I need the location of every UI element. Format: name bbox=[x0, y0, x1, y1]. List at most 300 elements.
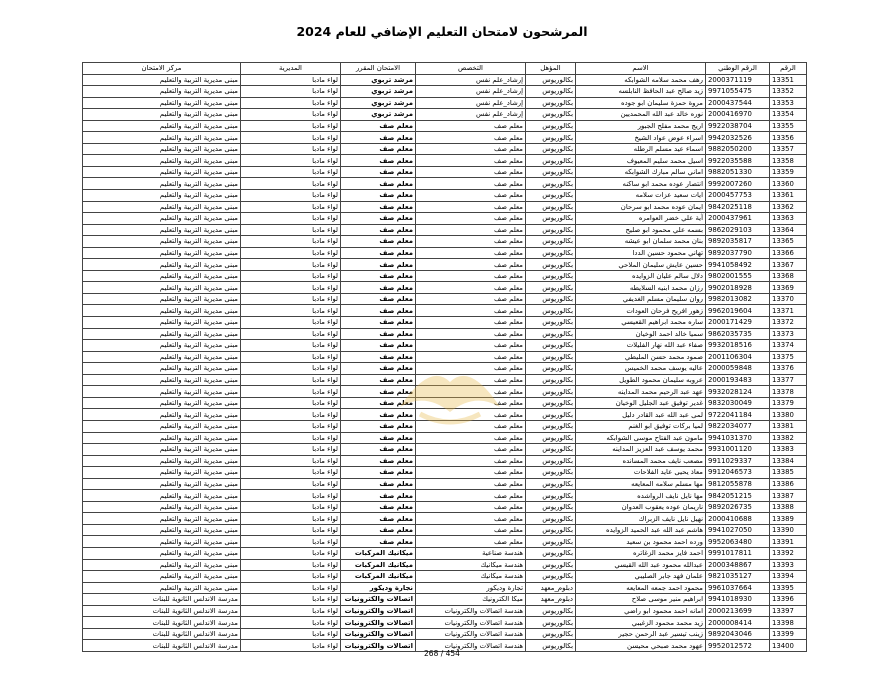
cell-national-id: 9832030049 bbox=[706, 397, 770, 409]
cell-national-id: 9941018930 bbox=[706, 594, 770, 606]
cell-num: 13374 bbox=[770, 340, 807, 352]
cell-exam: معلم صف bbox=[341, 340, 416, 352]
cell-national-id: 9932018516 bbox=[706, 340, 770, 352]
cell-specialization: معلم صف bbox=[416, 501, 526, 513]
cell-qualification: بكالوريوس bbox=[526, 640, 576, 652]
cell-qualification: بكالوريوس bbox=[526, 178, 576, 190]
cell-specialization: معلم صف bbox=[416, 340, 526, 352]
cell-num: 13356 bbox=[770, 132, 807, 144]
cell-name: اسيل محمد سليم المعيوف bbox=[576, 155, 706, 167]
cell-center: مبنى مديرية التربية والتعليم bbox=[83, 340, 241, 352]
cell-center: مبنى مديرية التربية والتعليم bbox=[83, 420, 241, 432]
cell-name: ايمان عوده محمد ابو سرحان bbox=[576, 201, 706, 213]
cell-specialization: معلم صف bbox=[416, 247, 526, 259]
cell-num: 13378 bbox=[770, 386, 807, 398]
cell-specialization: معلم صف bbox=[416, 363, 526, 375]
cell-national-id: 9941027050 bbox=[706, 524, 770, 536]
table-row bbox=[83, 605, 807, 617]
cell-name: رهف محمد سلامه الشوابكه bbox=[576, 74, 706, 86]
cell-name: اسماء عيد مسلم الرطله bbox=[576, 143, 706, 155]
cell-center: مبنى مديرية التربية والتعليم bbox=[83, 293, 241, 305]
cell-exam: اتصالات والكترونيات bbox=[341, 594, 416, 606]
cell-qualification: بكالوريوس bbox=[526, 363, 576, 375]
cell-specialization: معلم صف bbox=[416, 444, 526, 456]
cell-center: مبنى مديرية التربية والتعليم bbox=[83, 478, 241, 490]
table-row bbox=[83, 340, 807, 352]
cell-center: مبنى مديرية التربية والتعليم bbox=[83, 282, 241, 294]
cell-directorate: لواء مادبا bbox=[241, 363, 341, 375]
cell-national-id: 2000437961 bbox=[706, 213, 770, 225]
cell-exam: معلم صف bbox=[341, 155, 416, 167]
cell-qualification: بكالوريوس bbox=[526, 617, 576, 629]
cell-national-id: 9892026735 bbox=[706, 501, 770, 513]
cell-num: 13353 bbox=[770, 97, 807, 109]
cell-specialization: إرشاد_علم نفس bbox=[416, 97, 526, 109]
cell-center: مبنى مديرية التربية والتعليم bbox=[83, 490, 241, 502]
cell-center: مبنى مديرية التربية والتعليم bbox=[83, 236, 241, 248]
cell-specialization: تجارة وديكور bbox=[416, 582, 526, 594]
cell-num: 13375 bbox=[770, 351, 807, 363]
cell-exam: معلم صف bbox=[341, 166, 416, 178]
cell-center: مبنى مديرية التربية والتعليم bbox=[83, 571, 241, 583]
table-row bbox=[83, 97, 807, 109]
cell-specialization: إرشاد_علم نفس bbox=[416, 86, 526, 98]
cell-center: مبنى مديرية التربية والتعليم bbox=[83, 409, 241, 421]
cell-name: عبدالله محمود عبد الله القيسي bbox=[576, 559, 706, 571]
cell-specialization: معلم صف bbox=[416, 317, 526, 329]
cell-num: 13364 bbox=[770, 224, 807, 236]
cell-name: علمان فهد جابر الصليبي bbox=[576, 571, 706, 583]
table-row bbox=[83, 501, 807, 513]
cell-center: مبنى مديرية التربية والتعليم bbox=[83, 444, 241, 456]
table-row bbox=[83, 155, 807, 167]
cell-exam: معلم صف bbox=[341, 444, 416, 456]
cell-name: معاذ يحيى عايد الفلاحات bbox=[576, 467, 706, 479]
cell-center: مبنى مديرية التربية والتعليم bbox=[83, 166, 241, 178]
cell-exam: مرشد تربوي bbox=[341, 109, 416, 121]
cell-num: 13371 bbox=[770, 305, 807, 317]
table-row bbox=[83, 328, 807, 340]
cell-specialization: معلم صف bbox=[416, 166, 526, 178]
cell-exam: مرشد تربوي bbox=[341, 86, 416, 98]
cell-center: مدرسة الاندلس الثانوية للبنات bbox=[83, 605, 241, 617]
cell-national-id: 9812055878 bbox=[706, 478, 770, 490]
cell-specialization: معلم صف bbox=[416, 524, 526, 536]
cell-specialization: معلم صف bbox=[416, 224, 526, 236]
cell-qualification: بكالوريوس bbox=[526, 166, 576, 178]
cell-center: مدرسة الاندلس الثانوية للبنات bbox=[83, 640, 241, 652]
cell-qualification: بكالوريوس bbox=[526, 340, 576, 352]
table-row bbox=[83, 571, 807, 583]
cell-specialization: معلم صف bbox=[416, 409, 526, 421]
cell-num: 13354 bbox=[770, 109, 807, 121]
cell-qualification: بكالوريوس bbox=[526, 513, 576, 525]
cell-qualification: بكالوريوس bbox=[526, 224, 576, 236]
table-row bbox=[83, 559, 807, 571]
cell-specialization: معلم صف bbox=[416, 420, 526, 432]
page-number: 268 / 454 bbox=[424, 649, 460, 658]
cell-exam: معلم صف bbox=[341, 143, 416, 155]
cell-specialization: معلم صف bbox=[416, 536, 526, 548]
cell-directorate: لواء مادبا bbox=[241, 143, 341, 155]
cell-specialization: معلم صف bbox=[416, 190, 526, 202]
cell-directorate: لواء مادبا bbox=[241, 305, 341, 317]
cell-num: 13392 bbox=[770, 547, 807, 559]
cell-national-id: 9932028124 bbox=[706, 386, 770, 398]
cell-exam: اتصالات والكترونيات bbox=[341, 628, 416, 640]
cell-qualification: بكالوريوس bbox=[526, 155, 576, 167]
cell-national-id: 9922035588 bbox=[706, 155, 770, 167]
cell-directorate: لواء مادبا bbox=[241, 420, 341, 432]
cell-directorate: لواء مادبا bbox=[241, 524, 341, 536]
cell-name: لمى عبد الله عبد القادر دليل bbox=[576, 409, 706, 421]
cell-exam: معلم صف bbox=[341, 259, 416, 271]
cell-specialization: معلم صف bbox=[416, 213, 526, 225]
cell-specialization: معلم صف bbox=[416, 351, 526, 363]
cell-name: ساره محمد ابراهيم القعيسي bbox=[576, 317, 706, 329]
cell-center: مبنى مديرية التربية والتعليم bbox=[83, 155, 241, 167]
cell-national-id: 9821035127 bbox=[706, 571, 770, 583]
cell-specialization: معلم صف bbox=[416, 259, 526, 271]
cell-num: 13359 bbox=[770, 166, 807, 178]
cell-exam: معلم صف bbox=[341, 328, 416, 340]
cell-name: مصعب نايف محمد المسانده bbox=[576, 455, 706, 467]
cell-name: عهد عبد الرحيم محمد المداينه bbox=[576, 386, 706, 398]
cell-name: حسين عايش سليمان الملاحي bbox=[576, 259, 706, 271]
cell-num: 13400 bbox=[770, 640, 807, 652]
cell-num: 13399 bbox=[770, 628, 807, 640]
cell-qualification: بكالوريوس bbox=[526, 97, 576, 109]
cell-name: بنان محمد سلمان ابو عيشه bbox=[576, 236, 706, 248]
cell-directorate: لواء مادبا bbox=[241, 259, 341, 271]
cell-name: انتصار عوده محمد ابو ساكنه bbox=[576, 178, 706, 190]
cell-num: 13366 bbox=[770, 247, 807, 259]
table-row bbox=[83, 236, 807, 248]
cell-exam: معلم صف bbox=[341, 201, 416, 213]
cell-num: 13387 bbox=[770, 490, 807, 502]
table-row bbox=[83, 270, 807, 282]
cell-specialization: إرشاد_علم نفس bbox=[416, 109, 526, 121]
cell-qualification: بكالوريوس bbox=[526, 120, 576, 132]
cell-qualification: بكالوريوس bbox=[526, 386, 576, 398]
cell-exam: معلم صف bbox=[341, 478, 416, 490]
table-row bbox=[83, 432, 807, 444]
cell-directorate: لواء مادبا bbox=[241, 478, 341, 490]
table-row bbox=[83, 247, 807, 259]
cell-num: 13351 bbox=[770, 74, 807, 86]
cell-num: 13368 bbox=[770, 270, 807, 282]
cell-directorate: لواء مادبا bbox=[241, 432, 341, 444]
cell-exam: اتصالات والكترونيات bbox=[341, 605, 416, 617]
cell-qualification: بكالوريوس bbox=[526, 132, 576, 144]
cell-directorate: لواء مادبا bbox=[241, 109, 341, 121]
cell-num: 13355 bbox=[770, 120, 807, 132]
cell-qualification: بكالوريوس bbox=[526, 270, 576, 282]
cell-directorate: لواء مادبا bbox=[241, 86, 341, 98]
cell-specialization: معلم صف bbox=[416, 328, 526, 340]
cell-directorate: لواء مادبا bbox=[241, 640, 341, 652]
cell-national-id: 9892037790 bbox=[706, 247, 770, 259]
cell-num: 13357 bbox=[770, 143, 807, 155]
cell-exam: نجارة وديكور bbox=[341, 582, 416, 594]
table-row bbox=[83, 109, 807, 121]
cell-qualification: بكالوريوس bbox=[526, 236, 576, 248]
cell-specialization: معلم صف bbox=[416, 478, 526, 490]
cell-num: 13379 bbox=[770, 397, 807, 409]
table-row bbox=[83, 420, 807, 432]
cell-center: مبنى مديرية التربية والتعليم bbox=[83, 178, 241, 190]
cell-num: 13389 bbox=[770, 513, 807, 525]
table-header-row bbox=[83, 63, 807, 75]
cell-exam: ميكانيك المركبات bbox=[341, 559, 416, 571]
cell-national-id: 2001106304 bbox=[706, 351, 770, 363]
cell-num: 13385 bbox=[770, 467, 807, 479]
cell-specialization: هندسة اتصالات والكترونيات bbox=[416, 617, 526, 629]
cell-num: 13393 bbox=[770, 559, 807, 571]
cell-center: مبنى مديرية التربية والتعليم bbox=[83, 270, 241, 282]
cell-num: 13396 bbox=[770, 594, 807, 606]
cell-num: 13395 bbox=[770, 582, 807, 594]
cell-exam: معلم صف bbox=[341, 132, 416, 144]
cell-num: 13386 bbox=[770, 478, 807, 490]
cell-name: لميا بركات توفيق ابو الغنم bbox=[576, 420, 706, 432]
cell-num: 13370 bbox=[770, 293, 807, 305]
cell-directorate: لواء مادبا bbox=[241, 536, 341, 548]
table-row bbox=[83, 524, 807, 536]
table-row bbox=[83, 293, 807, 305]
table-row bbox=[83, 143, 807, 155]
cell-name: احمد فايز محمد الزغاتره bbox=[576, 547, 706, 559]
table-row bbox=[83, 305, 807, 317]
cell-num: 13358 bbox=[770, 155, 807, 167]
cell-exam: معلم صف bbox=[341, 386, 416, 398]
cell-national-id: 9822034077 bbox=[706, 420, 770, 432]
cell-exam: ميكانيك المركبات bbox=[341, 547, 416, 559]
cell-qualification: بكالوريوس bbox=[526, 190, 576, 202]
cell-national-id: 2000416970 bbox=[706, 109, 770, 121]
cell-directorate: لواء مادبا bbox=[241, 571, 341, 583]
cell-qualification: بكالوريوس bbox=[526, 86, 576, 98]
table-row bbox=[83, 190, 807, 202]
cell-specialization: معلم صف bbox=[416, 155, 526, 167]
cell-national-id: 9911029337 bbox=[706, 455, 770, 467]
cell-num: 13369 bbox=[770, 282, 807, 294]
cell-name: زيد محمد محمود الزغيبي bbox=[576, 617, 706, 629]
cell-name: عاليه يوسف محمد الخميس bbox=[576, 363, 706, 375]
cell-directorate: لواء مادبا bbox=[241, 617, 341, 629]
cell-center: مدرسة الاندلس الثانوية للبنات bbox=[83, 594, 241, 606]
cell-name: اريج محمد مفلح الجبور bbox=[576, 120, 706, 132]
cell-directorate: لواء مادبا bbox=[241, 201, 341, 213]
cell-national-id: 9842025118 bbox=[706, 201, 770, 213]
table-row bbox=[83, 490, 807, 502]
cell-specialization: معلم صف bbox=[416, 397, 526, 409]
cell-exam: معلم صف bbox=[341, 270, 416, 282]
cell-num: 13376 bbox=[770, 363, 807, 375]
cell-center: مبنى مديرية التربية والتعليم bbox=[83, 536, 241, 548]
cell-exam: معلم صف bbox=[341, 351, 416, 363]
cell-center: مبنى مديرية التربية والتعليم bbox=[83, 351, 241, 363]
header-national-id: الرقم الوطني bbox=[706, 63, 770, 75]
cell-qualification: بكالوريوس bbox=[526, 328, 576, 340]
table-row bbox=[83, 374, 807, 386]
cell-specialization: معلم صف bbox=[416, 282, 526, 294]
cell-directorate: لواء مادبا bbox=[241, 328, 341, 340]
cell-qualification: بكالوريوس bbox=[526, 467, 576, 479]
cell-specialization: معلم صف bbox=[416, 201, 526, 213]
cell-num: 13390 bbox=[770, 524, 807, 536]
cell-exam: معلم صف bbox=[341, 236, 416, 248]
cell-center: مبنى مديرية التربية والتعليم bbox=[83, 201, 241, 213]
cell-national-id: 9722041184 bbox=[706, 409, 770, 421]
cell-qualification: بكالوريوس bbox=[526, 559, 576, 571]
header-num: الرقم bbox=[770, 63, 807, 75]
cell-name: بسمه علي محمود ابو صليح bbox=[576, 224, 706, 236]
cell-num: 13397 bbox=[770, 605, 807, 617]
cell-center: مبنى مديرية التربية والتعليم bbox=[83, 513, 241, 525]
cell-specialization: هندسة اتصالات والكترونيات bbox=[416, 628, 526, 640]
cell-exam: ميكانيك المركبات bbox=[341, 571, 416, 583]
header-specialization: التخصص bbox=[416, 63, 526, 75]
cell-qualification: بكالوريوس bbox=[526, 247, 576, 259]
cell-center: مبنى مديرية التربية والتعليم bbox=[83, 524, 241, 536]
cell-name: تهاني محمود حسين الددا bbox=[576, 247, 706, 259]
cell-num: 13394 bbox=[770, 571, 807, 583]
cell-qualification: بكالوريوس bbox=[526, 74, 576, 86]
cell-exam: معلم صف bbox=[341, 224, 416, 236]
cell-specialization: إرشاد_علم نفس bbox=[416, 74, 526, 86]
cell-specialization: هندسة صناعية bbox=[416, 547, 526, 559]
cell-directorate: لواء مادبا bbox=[241, 397, 341, 409]
table-row bbox=[83, 628, 807, 640]
cell-national-id: 9892043046 bbox=[706, 628, 770, 640]
cell-directorate: لواء مادبا bbox=[241, 594, 341, 606]
cell-center: مبنى مديرية التربية والتعليم bbox=[83, 120, 241, 132]
cell-center: مدرسة الاندلس الثانوية للبنات bbox=[83, 628, 241, 640]
cell-num: 13365 bbox=[770, 236, 807, 248]
cell-name: عروبه سليمان محمود الطويل bbox=[576, 374, 706, 386]
cell-exam: معلم صف bbox=[341, 374, 416, 386]
table-row bbox=[83, 386, 807, 398]
cell-directorate: لواء مادبا bbox=[241, 190, 341, 202]
cell-center: مبنى مديرية التربية والتعليم bbox=[83, 109, 241, 121]
cell-national-id: 9941058492 bbox=[706, 259, 770, 271]
cell-directorate: لواء مادبا bbox=[241, 247, 341, 259]
cell-exam: معلم صف bbox=[341, 467, 416, 479]
cell-national-id: 9922038704 bbox=[706, 120, 770, 132]
cell-qualification: دبلوم_معهد bbox=[526, 594, 576, 606]
cell-qualification: بكالوريوس bbox=[526, 536, 576, 548]
table-row bbox=[83, 478, 807, 490]
cell-num: 13384 bbox=[770, 455, 807, 467]
cell-directorate: لواء مادبا bbox=[241, 409, 341, 421]
cell-center: مبنى مديرية التربية والتعليم bbox=[83, 247, 241, 259]
table-row bbox=[83, 74, 807, 86]
cell-exam: معلم صف bbox=[341, 524, 416, 536]
table-row bbox=[83, 444, 807, 456]
cell-exam: معلم صف bbox=[341, 420, 416, 432]
cell-center: مبنى مديرية التربية والتعليم bbox=[83, 374, 241, 386]
cell-num: 13388 bbox=[770, 501, 807, 513]
cell-specialization: معلم صف bbox=[416, 513, 526, 525]
cell-directorate: لواء مادبا bbox=[241, 236, 341, 248]
cell-num: 13380 bbox=[770, 409, 807, 421]
cell-specialization: معلم صف bbox=[416, 293, 526, 305]
cell-qualification: بكالوريوس bbox=[526, 143, 576, 155]
cell-specialization: معلم صف bbox=[416, 455, 526, 467]
cell-name: زيد صالح عبد الحافظ النابلسه bbox=[576, 86, 706, 98]
cell-center: مبنى مديرية التربية والتعليم bbox=[83, 559, 241, 571]
cell-num: 13398 bbox=[770, 617, 807, 629]
cell-directorate: لواء مادبا bbox=[241, 351, 341, 363]
cell-exam: معلم صف bbox=[341, 455, 416, 467]
cell-exam: مرشد تربوي bbox=[341, 97, 416, 109]
cell-center: مبنى مديرية التربية والتعليم bbox=[83, 432, 241, 444]
cell-directorate: لواء مادبا bbox=[241, 178, 341, 190]
cell-name: زينب تيسير عبد الرحمن حجير bbox=[576, 628, 706, 640]
cell-center: مبنى مديرية التربية والتعليم bbox=[83, 363, 241, 375]
cell-specialization: معلم صف bbox=[416, 467, 526, 479]
table-row bbox=[83, 224, 807, 236]
cell-specialization: معلم صف bbox=[416, 270, 526, 282]
cell-center: مبنى مديرية التربية والتعليم bbox=[83, 386, 241, 398]
cell-national-id: 2000457753 bbox=[706, 190, 770, 202]
cell-center: مبنى مديرية التربية والتعليم bbox=[83, 328, 241, 340]
cell-name: مها نايل نايف الرواشده bbox=[576, 490, 706, 502]
cell-name: سميا خالد احمد الوخيان bbox=[576, 328, 706, 340]
cell-center: مبنى مديرية التربية والتعليم bbox=[83, 97, 241, 109]
cell-specialization: معلم صف bbox=[416, 143, 526, 155]
cell-name: صمود محمد حسن المليطي bbox=[576, 351, 706, 363]
cell-qualification: بكالوريوس bbox=[526, 259, 576, 271]
cell-directorate: لواء مادبا bbox=[241, 513, 341, 525]
cell-center: مبنى مديرية التربية والتعليم bbox=[83, 190, 241, 202]
cell-exam: معلم صف bbox=[341, 213, 416, 225]
table-body bbox=[83, 74, 807, 651]
cell-name: صفاء عبد الله نهار الفليلات bbox=[576, 340, 706, 352]
cell-directorate: لواء مادبا bbox=[241, 166, 341, 178]
cell-directorate: لواء مادبا bbox=[241, 455, 341, 467]
cell-num: 13363 bbox=[770, 213, 807, 225]
cell-national-id: 9902018928 bbox=[706, 282, 770, 294]
table-row bbox=[83, 455, 807, 467]
cell-qualification: بكالوريوس bbox=[526, 605, 576, 617]
cell-exam: مرشد تربوي bbox=[341, 74, 416, 86]
cell-name: اسراء عوض عواد الشيخ bbox=[576, 132, 706, 144]
cell-specialization: معلم صف bbox=[416, 305, 526, 317]
table-row bbox=[83, 213, 807, 225]
cell-national-id: 9992007260 bbox=[706, 178, 770, 190]
cell-directorate: لواء مادبا bbox=[241, 444, 341, 456]
cell-qualification: بكالوريوس bbox=[526, 478, 576, 490]
table-row bbox=[83, 594, 807, 606]
table-row bbox=[83, 547, 807, 559]
cell-directorate: لواء مادبا bbox=[241, 340, 341, 352]
table-row bbox=[83, 282, 807, 294]
page-title: المرشحون لامتحان التعليم الإضافي للعام 2024 bbox=[296, 24, 588, 39]
cell-num: 13373 bbox=[770, 328, 807, 340]
cell-qualification: بكالوريوس bbox=[526, 409, 576, 421]
cell-specialization: هندسة ميكانيك bbox=[416, 559, 526, 571]
table-row bbox=[83, 178, 807, 190]
cell-specialization: معلم صف bbox=[416, 178, 526, 190]
cell-qualification: بكالوريوس bbox=[526, 432, 576, 444]
cell-center: مبنى مديرية التربية والتعليم bbox=[83, 582, 241, 594]
cell-name: نوره خالد عبد الله المحمديين bbox=[576, 109, 706, 121]
cell-num: 13352 bbox=[770, 86, 807, 98]
cell-qualification: بكالوريوس bbox=[526, 490, 576, 502]
cell-num: 13360 bbox=[770, 178, 807, 190]
